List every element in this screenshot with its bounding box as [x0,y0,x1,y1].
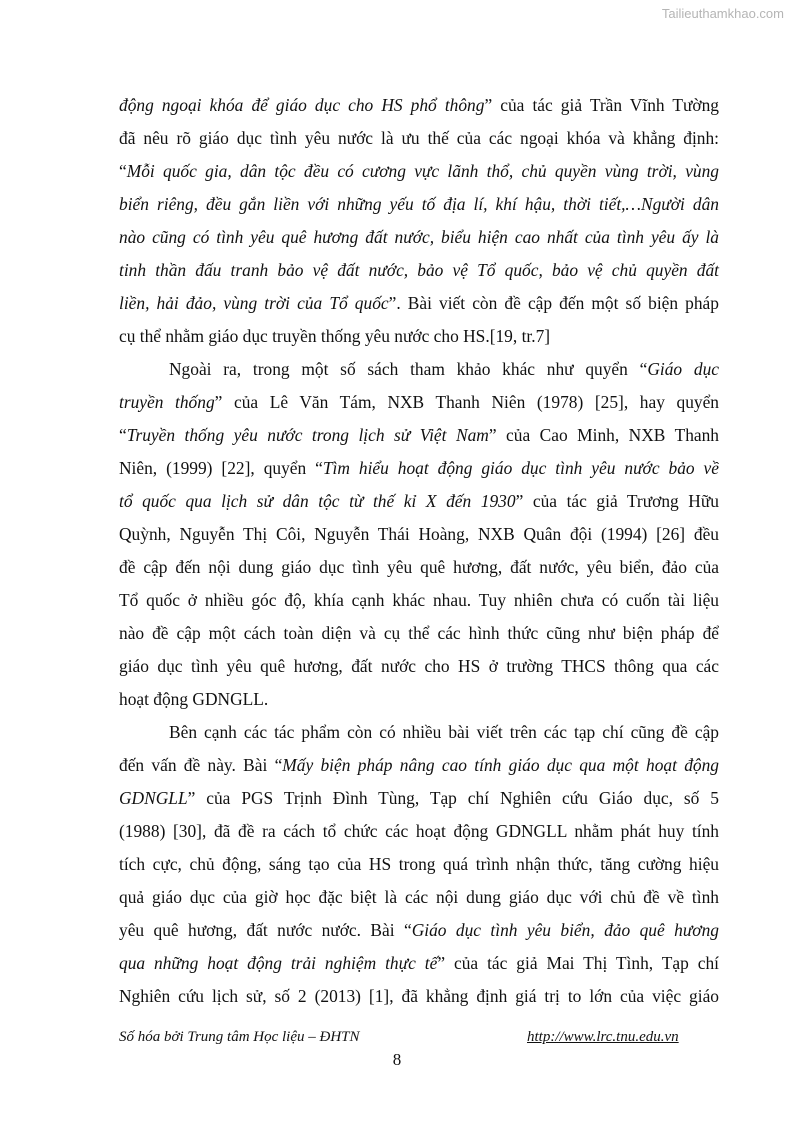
footer-source: Số hóa bởi Trung tâm Học liệu – ĐHTN [119,1029,360,1045]
text-line: liền, hải đảo, vùng trời của Tổ quốc”. Bài viết còn đề cập đến một số biện pháp [119,293,719,313]
text-line: (1988) [30], đã đề ra cách tổ chức các hoạt động GDNGLL nhằm phát huy tính [119,821,719,841]
text-line: “Truyền thống yêu nước trong lịch sử Việt Nam” của Cao Minh, NXB Thanh [119,425,720,445]
text-line: Bên cạnh các tác phẩm còn có nhiều bài viết trên các tạp chí cũng đề cập [169,722,719,742]
text-line: Ngoài ra, trong một số sách tham khảo khác như quyển “Giáo dục [169,359,719,379]
text-line: giáo dục tình yêu quê hương, đất nước cho HS ở trường THCS thông qua các [119,656,719,676]
text-line: Tổ quốc ở nhiều góc độ, khía cạnh khác nhau. Tuy nhiên chưa có cuốn tài liệu [119,590,719,610]
text-line: biển riêng, đều gắn liền với những yếu tố địa lí, khí hậu, thời tiết,…Người dân [119,194,719,214]
watermark: Tailieuthamkhao.com [661,6,784,21]
text-line: hoạt động GDNGLL. [119,689,269,709]
text-line: cụ thể nhằm giáo dục truyền thống yêu nước cho HS.[19, tr.7] [119,326,551,346]
text-line: yêu quê hương, đất nước nước. Bài “Giáo dục tình yêu biển, đảo quê hương [119,920,719,940]
text-line: tinh thần đấu tranh bảo vệ đất nước, bảo vệ Tổ quốc, bảo vệ chủ quyền đất [119,260,719,280]
text-line: nào cũng có tình yêu quê hương đất nước, biểu hiện cao nhất của tình yêu ấy là [119,227,719,247]
text-line: đến vấn đề này. Bài “Mấy biện pháp nâng cao tính giáo dục qua một hoạt động [119,755,719,775]
text-line: tích cực, chủ động, sáng tạo của HS trong quá trình nhận thức, tăng cường hiệu [119,854,719,874]
text-line: “Mỗi quốc gia, dân tộc đều có cương vực lãnh thổ, chủ quyền vùng trời, vùng [119,161,719,181]
text-line: Niên, (1999) [22], quyển “Tìm hiểu hoạt động giáo dục tình yêu nước bảo về [119,458,719,478]
text-line: Nghiên cứu lịch sử, số 2 (2013) [1], đã khẳng định giá trị to lớn của việc giáo [119,986,719,1006]
text-line: động ngoại khóa để giáo dục cho HS phổ thông” của tác giả Trần Vĩnh Tường [119,95,719,115]
text-line: GDNGLL” của PGS Trịnh Đình Tùng, Tạp chí Nghiên cứu Giáo dục, số 5 [119,788,719,808]
text-line: đã nêu rõ giáo dục tình yêu nước là ưu thế của các ngoại khóa và khẳng định: [119,128,719,148]
text-line: Quỳnh, Nguyễn Thị Côi, Nguyễn Thái Hoàng, NXB Quân đội (1994) [26] đều [119,524,719,544]
text-line: nào đề cập một cách toàn diện và cụ thể các hình thức cũng như biện pháp để [119,623,719,643]
page-number: 8 [392,1050,402,1069]
text-line: đề cập đến nội dung giáo dục tình yêu quê hương, đất nước, yêu biển, đảo của [119,557,719,577]
text-line: qua những hoạt động trải nghiệm thực tế” của tác giả Mai Thị Tình, Tạp chí [119,953,719,973]
text-line: truyền thống” của Lê Văn Tám, NXB Thanh Niên (1978) [25], hay quyển [119,392,719,412]
text-line: tổ quốc qua lịch sử dân tộc từ thế kỉ X đến 1930” của tác giả Trương Hữu [119,491,719,511]
footer-link[interactable]: http://www.lrc.tnu.edu.vn [527,1029,679,1045]
text-line: quả giáo dục của giờ học đặc biệt là các nội dung giáo dục với chủ đề về tình [119,887,719,907]
